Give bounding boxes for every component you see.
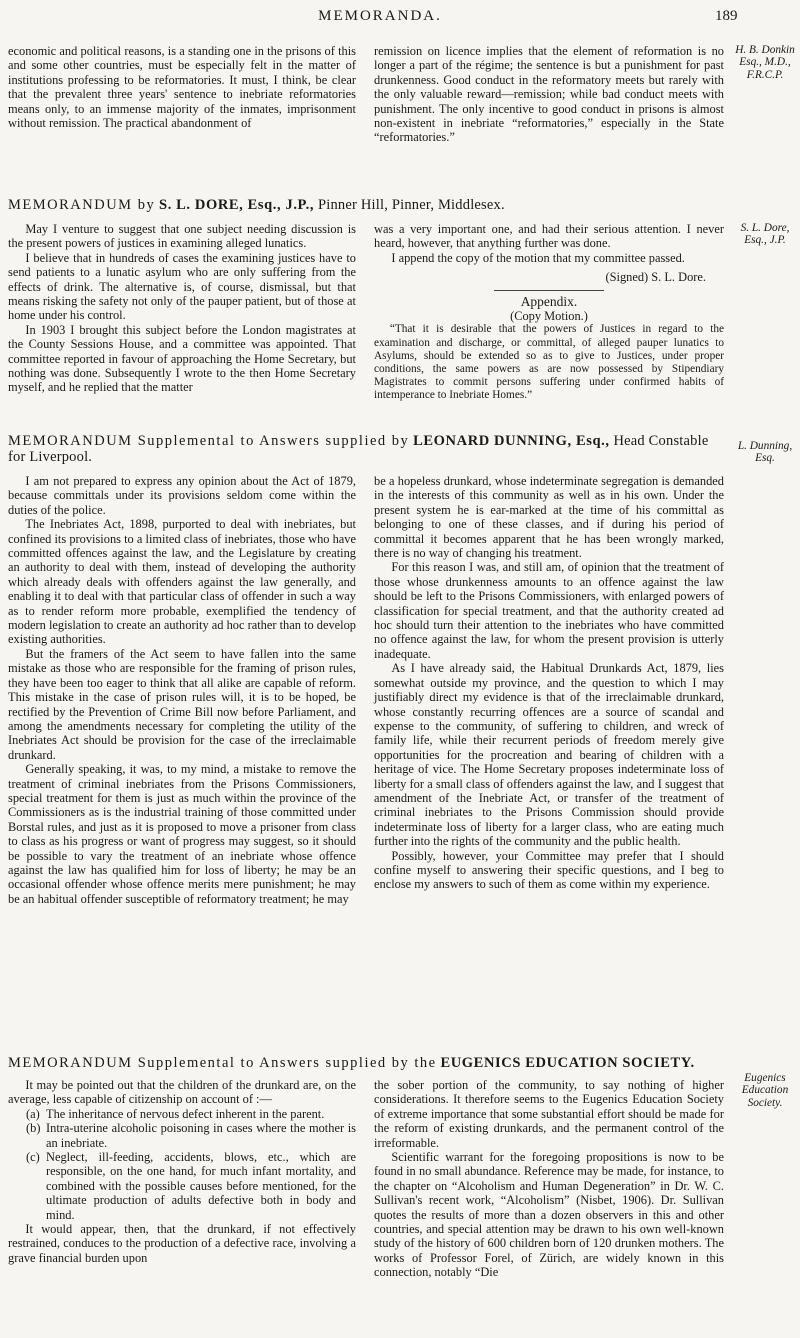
list-text: Neglect, ill-feeding, accidents, blows, etc., which are responsible, on the one hand, for much infant mortality, and combined with the possible causes before mentioned, for the ultimate production of adults defective both in body and mind. [46, 1150, 356, 1222]
page-number: 189 [715, 8, 738, 24]
dunning-paragraph-6: For this reason I was, and still am, of opinion that the treatment of those whose drunkenness amounts to an offence against the law should be left to the Prisons Commissioners, with enlarged powers of classification for special treatment, and that the authority created ad hoc should turn their attention to the inebriates who have committed no offence against the law, for whom the present provision is utterly inadequate. [374, 560, 724, 661]
appendix-subtitle: (Copy Motion.) [510, 309, 588, 324]
appendix-divider [494, 290, 604, 291]
dunning-paragraph-8: Possibly, however, your Committee may prefer that I should confine myself to answering their specific questions, and I beg to enclose my answers to such of them as come within my experience. [374, 848, 724, 892]
eugenics-intro: It may be pointed out that the children of the drunkard are, on the average, less capable of citizenship on account of :— [8, 1078, 356, 1107]
dore-paragraph-4: was a very important one, and had their serious attention. I never heard, however, that anything further was done. [374, 222, 724, 251]
margin-note-eugenics: Eugenics Education Society. [741, 1072, 789, 1109]
dunning-paragraph-7: As I have already said, the Habitual Drunkards Act, 1879, lies somewhat outside my province, and the question to which I may justifiably direct my evidence is that of the irreclaimable drunkard, whose constantly recurring offences are a source of scandal and expense to the community, of suffering to children, and wreck of family life, while their recurrent periods of freedom merely give opportunities for the procreation and bearing of children with a heritage of vice. The Home Secretary proposes indeterminate loss of liberty for a small class of offenders against the law, and I suggest that amendment of the Inebriate Act, or transfer of the treatment of criminal inebriates to the Prisons Commission should provide indeterminate loss of liberty for a larger class, who are eating much further into the rights of the community and the public health. [374, 661, 724, 849]
dunning-paragraph-2: The Inebriates Act, 1898, purported to deal with inebriates, but confined its provisions to a limited class of inebriates, those who have committed offences against the law, and the Legislature by creating an authority to deal with them, instead of developing the authority which already deals with offenders against the law generally, and enabling it to deal with that particular class of offender in such a way as to render reform more probable, exemplified the tendency of modern legislation to create an authority ad hoc rather than to develop existing authorities. [8, 517, 356, 647]
dore-right-column [374, 222, 724, 403]
running-title: MEMORANDA. [318, 8, 442, 24]
top-right-column [374, 44, 724, 145]
list-marker: (b) [26, 1121, 41, 1136]
appendix-motion: “That it is desirable that the powers of Justices in regard to the examination and discharge, or committal, of alleged pauper lunatics to Asylums, should be extended so as to give to Justices, under proper conditions, the same powers as are now possessed by Stipendiary Magistrates to commit persons suffering under confirmed habits of intemperance to Inebriate Homes.” [374, 323, 724, 402]
dore-heading [8, 197, 728, 213]
dunning-paragraph-4: Generally speaking, it was, to my mind, a mistake to remove the treatment of criminal inebriates from the Prisons Commissioners, special treatment for them is just as much within the province of the Commissioners as is the industrial training of those committed under Borstal rules, and just as it is proposed to move a prisoner from class to class as his progress or want of progress may suggest, so it should be possible to vary the treatment of an inebriate whose offence against the law has qualified him for loss of liberty; he may be an occasional offender whose offence merits mere punishment; he may be an habitual offender susceptible of reformatory treatment; he may [8, 762, 356, 906]
dore-paragraph-5: I append the copy of the motion that my committee passed. [391, 250, 685, 265]
dunning-left-column [8, 474, 356, 906]
list-item [8, 1150, 356, 1222]
list-item [8, 1121, 356, 1150]
list-text: The inheritance of nervous defect inherent in the parent. [46, 1106, 325, 1121]
eugenics-paragraph-2: Scientific warrant for the foregoing propositions is now to be found in no small abundance. Reference may be made, for instance, to the chapter on “Alcoholism and Human Degeneration” in Dr. W. C. Sullivan's recent work, “Alcoholism” (Nisbet, 1906). Dr. Sullivan quotes the results of more than a dozen observers in this and other countries, and special attention may be drawn to his own well-known study of the history of 600 children born of 120 drunken mothers. The works of Professor Forel, of Zürich, are widely known in this connection, notably “Die [374, 1150, 724, 1280]
list-item [8, 1107, 356, 1121]
eugenics-paragraph-1: the sober portion of the community, to say nothing of higher considerations. It therefore seems to the Eugenics Education Society of extreme importance that some substantial effort should be made for the reform of existing drunkards, and the permanent control of the irreformable. [374, 1078, 724, 1150]
dore-paragraph-2: I believe that in hundreds of cases the examining justices have to send patients to a lunatic asylum who are only suffering from the effects of drink. The alternative is, of course, dismissal, but that means risking the safety not only of the pauper patient, but of those at home under his control. [8, 250, 356, 323]
eugenics-left-column [8, 1078, 356, 1265]
dore-paragraph-3: In 1903 I brought this subject before the London magistrates at the County Sessions House, and a committee was appointed. That committee reported in favour of approaching the Home Secretary, but nothing was done. Subsequently I wrote to the then Home Secretary myself, and he replied that the matter [8, 322, 356, 395]
dore-heading-address: Pinner Hill, Pinner, Middlesex. [317, 197, 505, 213]
dore-heading-prefix: MEMORANDUM by [8, 197, 156, 213]
continued-paragraph-right: remission on licence implies that the element of reformation is no longer a part of the régime; the sentence is but a punishment for past drunkenness. Good conduct in the reformatory meets but rarely with the only valuable reward—remission; while bad conduct meets with punishment. The only incentive to good conduct in prisons is almost non-existent in inebriate “reformatories,” especially in the State “reformatories.” [374, 44, 724, 145]
eugenics-paragraph-closing: It would appear, then, that the drunkard, if not effectively restrained, conduces to the production of a defective race, involving a grave financial burden upon [8, 1222, 356, 1265]
eugenics-heading-prefix: MEMORANDUM Supplemental to Answers supplied by the [8, 1055, 437, 1071]
dunning-heading-prefix: MEMORANDUM Supplemental to Answers supplied by [8, 433, 410, 449]
eugenics-right-column [374, 1078, 724, 1280]
list-marker: (a) [26, 1106, 40, 1121]
dore-signature: (Signed) S. L. Dore. [605, 270, 706, 285]
dunning-right-column [374, 474, 724, 892]
dunning-paragraph-5: be a hopeless drunkard, whose indeterminate segregation is demanded in the interests of this community as well as in his own. Under the present system he is ear-marked at the time of his committal as belonging to one of these classes, and if during his period of committal it becomes apparent that he has been wrongly marked, there is no way of changing his treatment. [374, 474, 724, 561]
dore-left-column [8, 222, 356, 395]
margin-note-dore: S. L. Dore, Esq., J.P. [740, 222, 790, 247]
dore-heading-author: S. L. DORE, Esq., J.P., [159, 197, 315, 213]
eugenics-heading-author: EUGENICS EDUCATION SOCIETY. [440, 1055, 695, 1071]
dunning-heading-office: Head Constable for Liverpool. [8, 433, 709, 465]
margin-note-dunning: L. Dunning, Esq. [737, 440, 793, 465]
dunning-heading-author: LEONARD DUNNING, Esq., [413, 433, 610, 449]
dunning-paragraph-3: But the framers of the Act seem to have fallen into the same mistake as those who are responsible for the framing of prison rules, they have been too eager to think that all alike are capable of reform. This mistake in the case of prison rules will, it is to be hoped, be rectified by the Prevention of Crime Bill now before Parliament, and among the amendments necessary for completing the utility of the Inebriates Act should be provision for the case of the irreclaimable drunkard. [8, 646, 356, 762]
margin-note-donkin: H. B. Donkin Esq., M.D., F.R.C.P. [735, 44, 795, 81]
list-text: Intra-uterine alcoholic poisoning in cases where the mother is an inebriate. [46, 1121, 356, 1150]
top-left-column [8, 44, 356, 130]
dore-paragraph-1: May I venture to suggest that one subject needing discussion is the present powers of justices in examining alleged lunatics. [8, 222, 356, 251]
eugenics-heading [8, 1055, 728, 1071]
dunning-heading [8, 433, 728, 465]
dunning-paragraph-1: I am not prepared to express any opinion about the Act of 1879, because committals under its provisions seldom come within the duties of the police. [8, 474, 356, 517]
page-header [0, 6, 800, 36]
list-marker: (c) [26, 1150, 40, 1165]
appendix-title: Appendix. [520, 293, 578, 309]
continued-paragraph-left: economic and political reasons, is a standing one in the prisons of this and some other countries, must be especially felt in the matter of institutions professing to be reformatories. It must, I think, be clear that the prevalent three years' sentence to inebriate reformatories means only, to an immense majority of the inmates, imprisonment without remission. The practical abandonment of [8, 44, 356, 131]
